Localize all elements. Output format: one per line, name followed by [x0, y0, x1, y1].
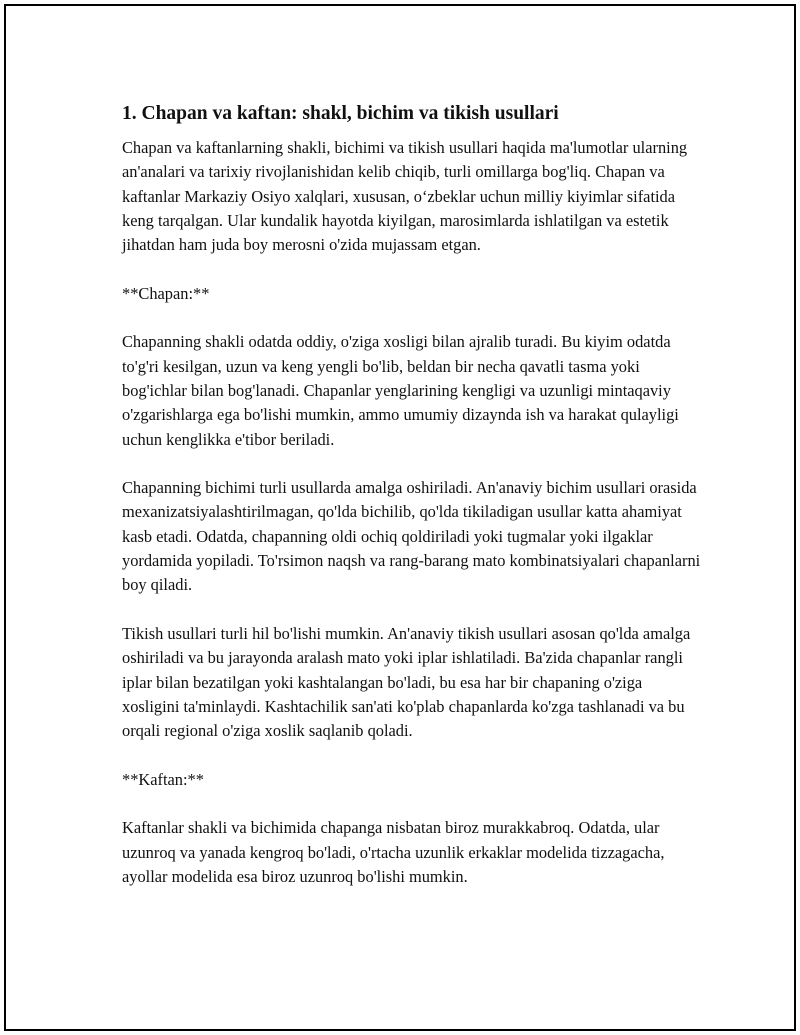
- paragraph-chapan-label: **Chapan:**: [122, 283, 210, 303]
- paragraph-chapan-shape: Chapanning shakli odatda oddiy, o'ziga xosligi bilan ajralib turadi. Bu kiyim odatda to'g'ri kesilgan, uzun va keng yengli bo'lib, beldan bir necha qavatli tasma yoki bog'ichlar bilan bog'lanadi. Chapanlar yenglarining kengligi va uzunligi mintaqaviy o'zgarishlarga ega bo'lishi mumkin, ammo umumiy dizaynda ish va harakat qulayligi uchun kenglikka e'tibor beriladi.: [122, 332, 679, 449]
- paragraph-chapan-cut: Chapanning bichimi turli usullarda amalga oshiriladi. An'anaviy bichim usullari orasida mexanizatsiyalashtirilmagan, qo'lda bichilib, qo'lda tikiladigan usullar katta ahamiyat kasb etadi. Odatda, chapanning oldi ochiq qoldiriladi yoki tugmalar yoki ilgaklar yordamida yopiladi. To'rsimon naqsh va rang-barang mato kombinatsiyalari chapanlarni boy qiladi.: [122, 478, 701, 595]
- section-heading: 1. Chapan va kaftan: shakl, bichim va tikish usullari: [122, 103, 559, 124]
- paragraph-chapan-sewing: Tikish usullari turli hil bo'lishi mumkin. An'anaviy tikish usullari asosan qo'lda amalga oshiriladi va bu jarayonda aralash mato yoki iplar ishlatiladi. Ba'zida chapanlar rangli iplar bilan bezatilgan yoki kashtalangan bo'ladi, bu esa har bir chapaning o'ziga xosligini ta'minlaydi. Kashtachilik san'ati ko'plab chapanlarda ko'zga tashlanadi va bu orqali regional o'ziga xoslik saqlanib qoladi.: [122, 623, 691, 741]
- page-frame: [4, 4, 796, 1031]
- paragraph-kaftan-label: **Kaftan:**: [122, 769, 204, 789]
- paragraph-kaftan-shape: Kaftanlar shakli va bichimida chapanga nisbatan biroz murakkabroq. Odatda, ular uzunroq va yanada kengroq bo'ladi, o'rtacha uzunlik erkaklar modelida tizzagacha, ayollar modelida esa biroz uzunroq bo'lishi mumkin.: [122, 818, 665, 886]
- document-content: [122, 102, 702, 914]
- paragraph-intro: Chapan va kaftanlarning shakli, bichimi va tikish usullari haqida ma'lumotlar ularning an'analari va tarixiy rivojlanishidan kelib chiqib, turli omillarga bog'liq. Chapan va kaftanlar Markaziy Osiyo xalqlari, xususan, o‘zbeklar uchun milliy kiyimlar sifatida keng tarqalgan. Ular kundalik hayotda kiyilgan, marosimlarda ishlatilgan va estetik jihatdan ham juda boy merosni o'zida mujassam etgan.: [122, 138, 688, 255]
